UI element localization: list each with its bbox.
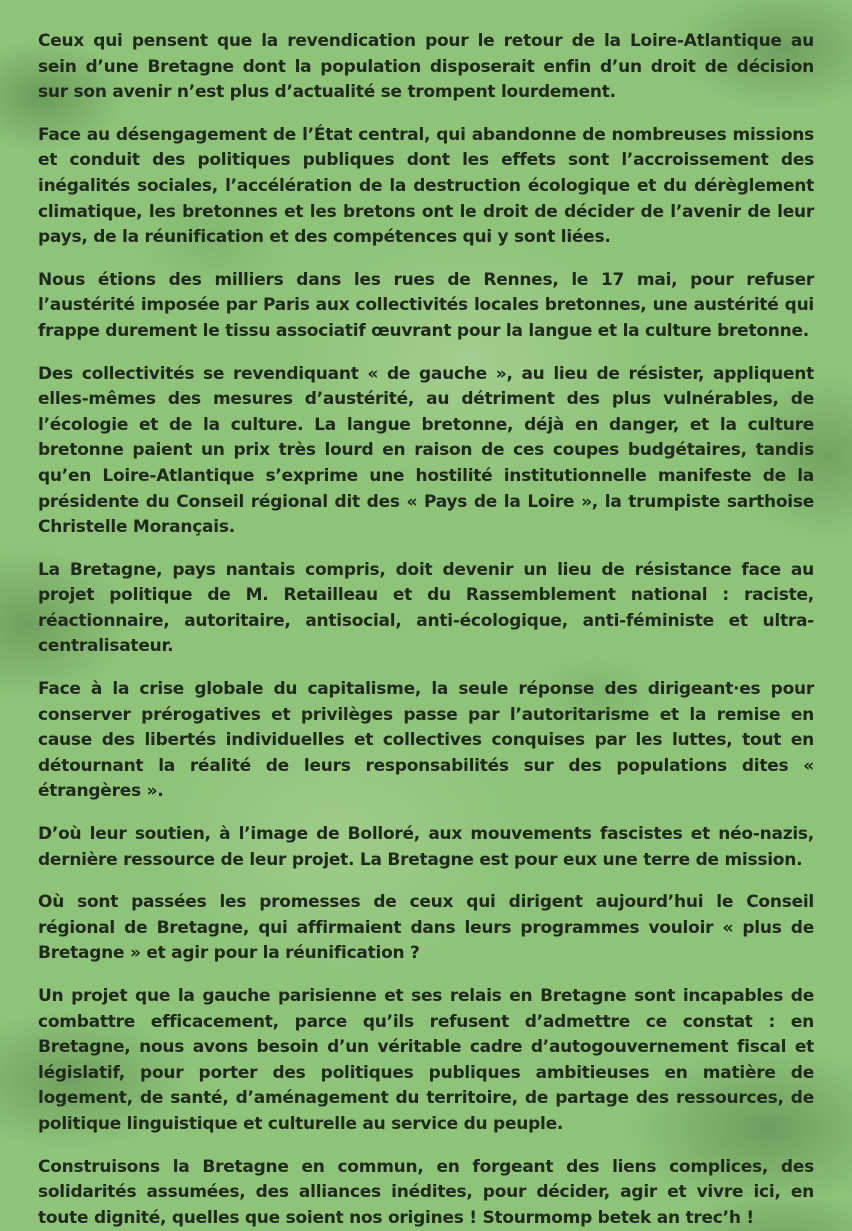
paragraph-6: Face à la crise globale du capitalisme, la seule réponse des dirigeant·es pour conserver prérogatives et privilèges passe par l’autoritarisme et la remise en cause des libertés individuelles et collectives conquises par les luttes, tout en détournant la réalité de leurs responsabilités sur des populations dites « étrangères ». xyxy=(38,679,814,802)
paragraph-7: D’où leur soutien, à l’image de Bolloré, aux mouvements fascistes et néo-nazis, dernière ressource de leur projet. La Bretagne est pour eux une terre de mission. xyxy=(38,824,814,870)
paragraph-3: Nous étions des milliers dans les rues de Rennes, le 17 mai, pour refuser l’austérité imposée par Paris aux collectivités locales bretonnes, une austérité qui frappe durement le tissu associatif œuvrant pour la langue et la culture bretonne. xyxy=(38,269,814,341)
paragraph-9: Un projet que la gauche parisienne et ses relais en Bretagne sont incapables de combattre efficacement, parce qu’ils refusent d’admettre ce constat : en Bretagne, nous avons besoin d’un véritable cadre d’autogouvernement fiscal et législatif, pour porter des politiques publiques ambitieuses en matière de logement, de santé, d’aménagement du territoire, de partage des ressources, de politique linguistique et culturelle au service du peuple. xyxy=(38,986,814,1134)
paragraph-8: Où sont passées les promesses de ceux qui dirigent aujourd’hui le Conseil régional de Bretagne, qui affirmaient dans leurs programmes vouloir « plus de Bretagne » et agir pour la réunification ? xyxy=(38,892,814,964)
paragraph-5: La Bretagne, pays nantais compris, doit devenir un lieu de résistance face au projet politique de M. Retailleau et du Rassemblement national : raciste, réactionnaire, autoritaire, antisocial, anti-écologique, anti-féministe et ultra-centralisateur. xyxy=(38,559,814,657)
paragraph-1: Ceux qui pensent que la revendication pour le retour de la Loire-Atlantique au sein d’une Bretagne dont la population disposerait enfin d’un droit de décision sur son avenir n’est plus d’actualité se trompent lourdement. xyxy=(38,31,814,103)
paragraph-10: Construisons la Bretagne en commun, en forgeant des liens complices, des solidarités assumées, des alliances inédites, pour décider, agir et vivre ici, en toute dignité, quelles que soient nos origines ! Stourmomp betek an trec’h ! xyxy=(38,1156,814,1228)
document-body xyxy=(38,29,814,1231)
paragraph-2: Face au désengagement de l’État central, qui abandonne de nombreuses missions et conduit des politiques publiques dont les effets sont l’accroissement des inégalités sociales, l’accélération de la destruction écologique et du dérèglement climatique, les bretonnes et les bretons ont le droit de décider de l’avenir de leur pays, de la réunification et des compétences qui y sont liées. xyxy=(38,124,814,248)
paragraph-4: Des collectivités se revendiquant « de gauche », au lieu de résister, appliquent elles-mêmes des mesures d’austérité, au détriment des plus vulnérables, de l’écologie et de la culture. La langue bretonne, déjà en danger, et la culture bretonne paient un prix très lourd en raison de ces coupes budgétaires, tandis qu’en Loire-Atlantique s’exprime une hostilité institutionnelle manifeste de la présidente du Conseil régional dit des « Pays de la Loire », la trumpiste sarthoise Christelle Morançais. xyxy=(38,363,814,538)
